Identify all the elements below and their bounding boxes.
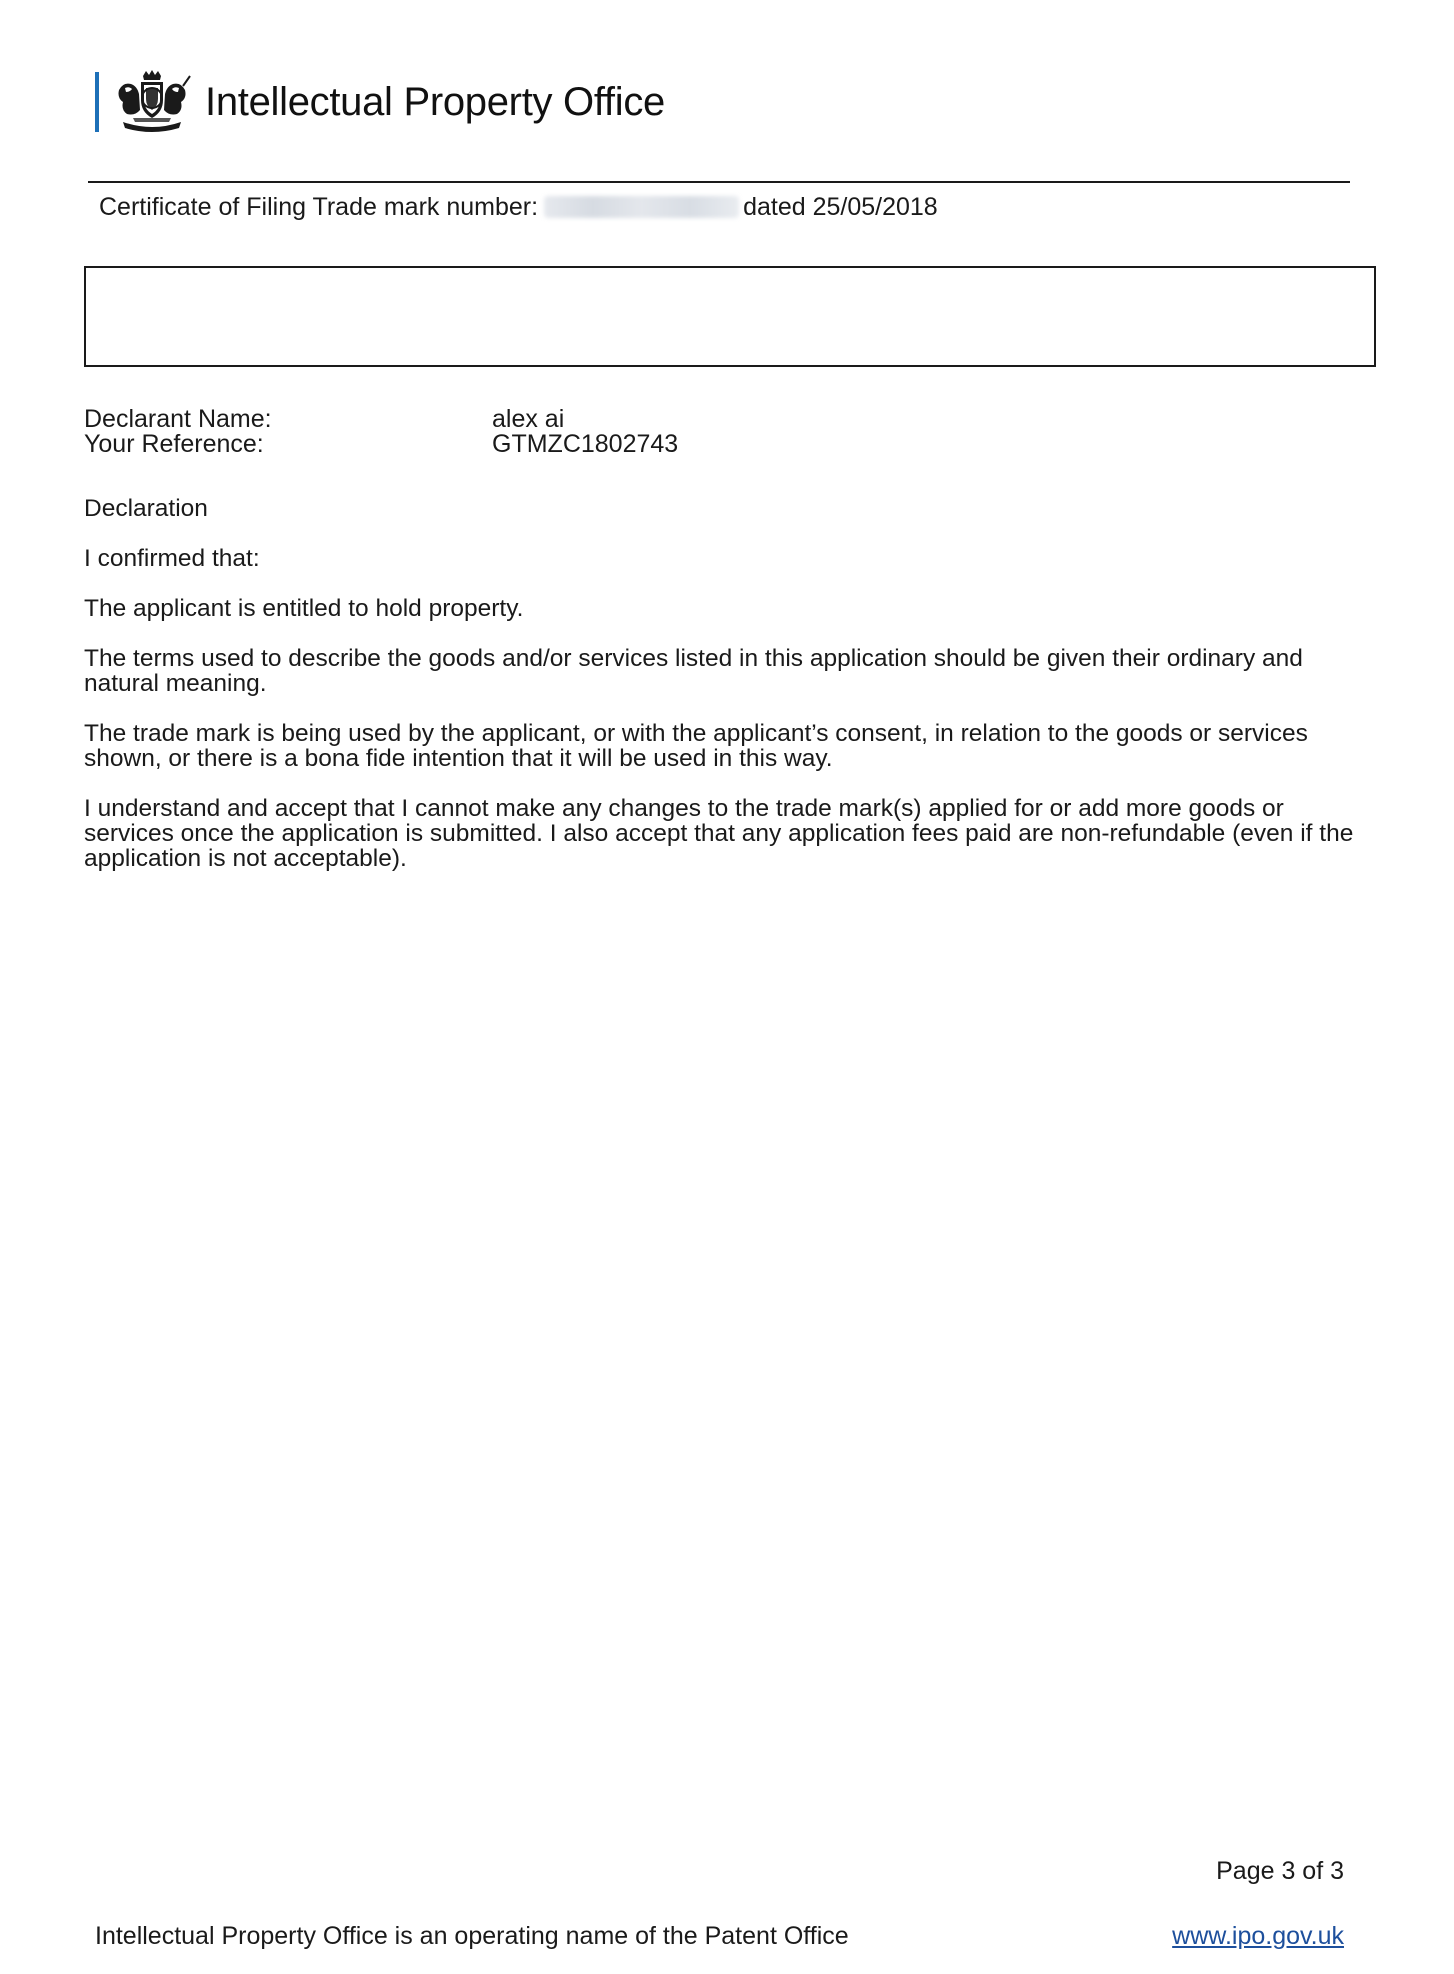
royal-coat-of-arms-icon <box>113 70 191 134</box>
footer-note: Intellectual Property Office is an operating name of the Patent Office <box>95 1922 849 1950</box>
declaration-paragraph: The applicant is entitled to hold property. <box>84 595 524 622</box>
declaration-paragraph: I understand and accept that I cannot make any changes to the trade mark(s) applied for or add more goods or services once the application is submitted. I also accept that any application fees paid are non-refundable (even if the application is not acceptable). <box>84 795 1354 872</box>
declarant-name-label: Declarant Name: <box>84 405 272 433</box>
declarant-details <box>84 407 678 457</box>
reference-value: GTMZC1802743 <box>492 430 679 458</box>
ipo-website-link[interactable]: www.ipo.gov.uk <box>1172 1922 1344 1950</box>
declarant-name-row <box>84 407 678 432</box>
declaration-paragraph: The terms used to describe the goods and/or services listed in this application should be given their ordinary and natural meaning. <box>84 645 1303 697</box>
reference-row <box>84 432 678 457</box>
declaration-intro: I confirmed that: <box>84 545 260 572</box>
header-divider <box>88 181 1350 183</box>
organisation-name: Intellectual Property Office <box>205 80 665 124</box>
certificate-date: dated 25/05/2018 <box>743 193 938 221</box>
page-number: Page 3 of 3 <box>1216 1857 1344 1885</box>
certificate-line <box>99 192 938 222</box>
redacted-trade-mark-number <box>544 196 739 218</box>
reference-label: Your Reference: <box>84 430 264 458</box>
declaration-section <box>84 496 1364 896</box>
certificate-prefix: Certificate of Filing Trade mark number: <box>99 193 539 221</box>
declarant-name-value: alex ai <box>492 405 565 433</box>
declaration-paragraph: The trade mark is being used by the applicant, or with the applicant’s consent, in relation to the goods or services shown, or there is a bona fide intention that it will be used in this way. <box>84 720 1308 772</box>
declaration-heading: Declaration <box>84 495 208 522</box>
header-accent-bar <box>95 72 99 132</box>
trade-mark-box <box>84 266 1376 367</box>
